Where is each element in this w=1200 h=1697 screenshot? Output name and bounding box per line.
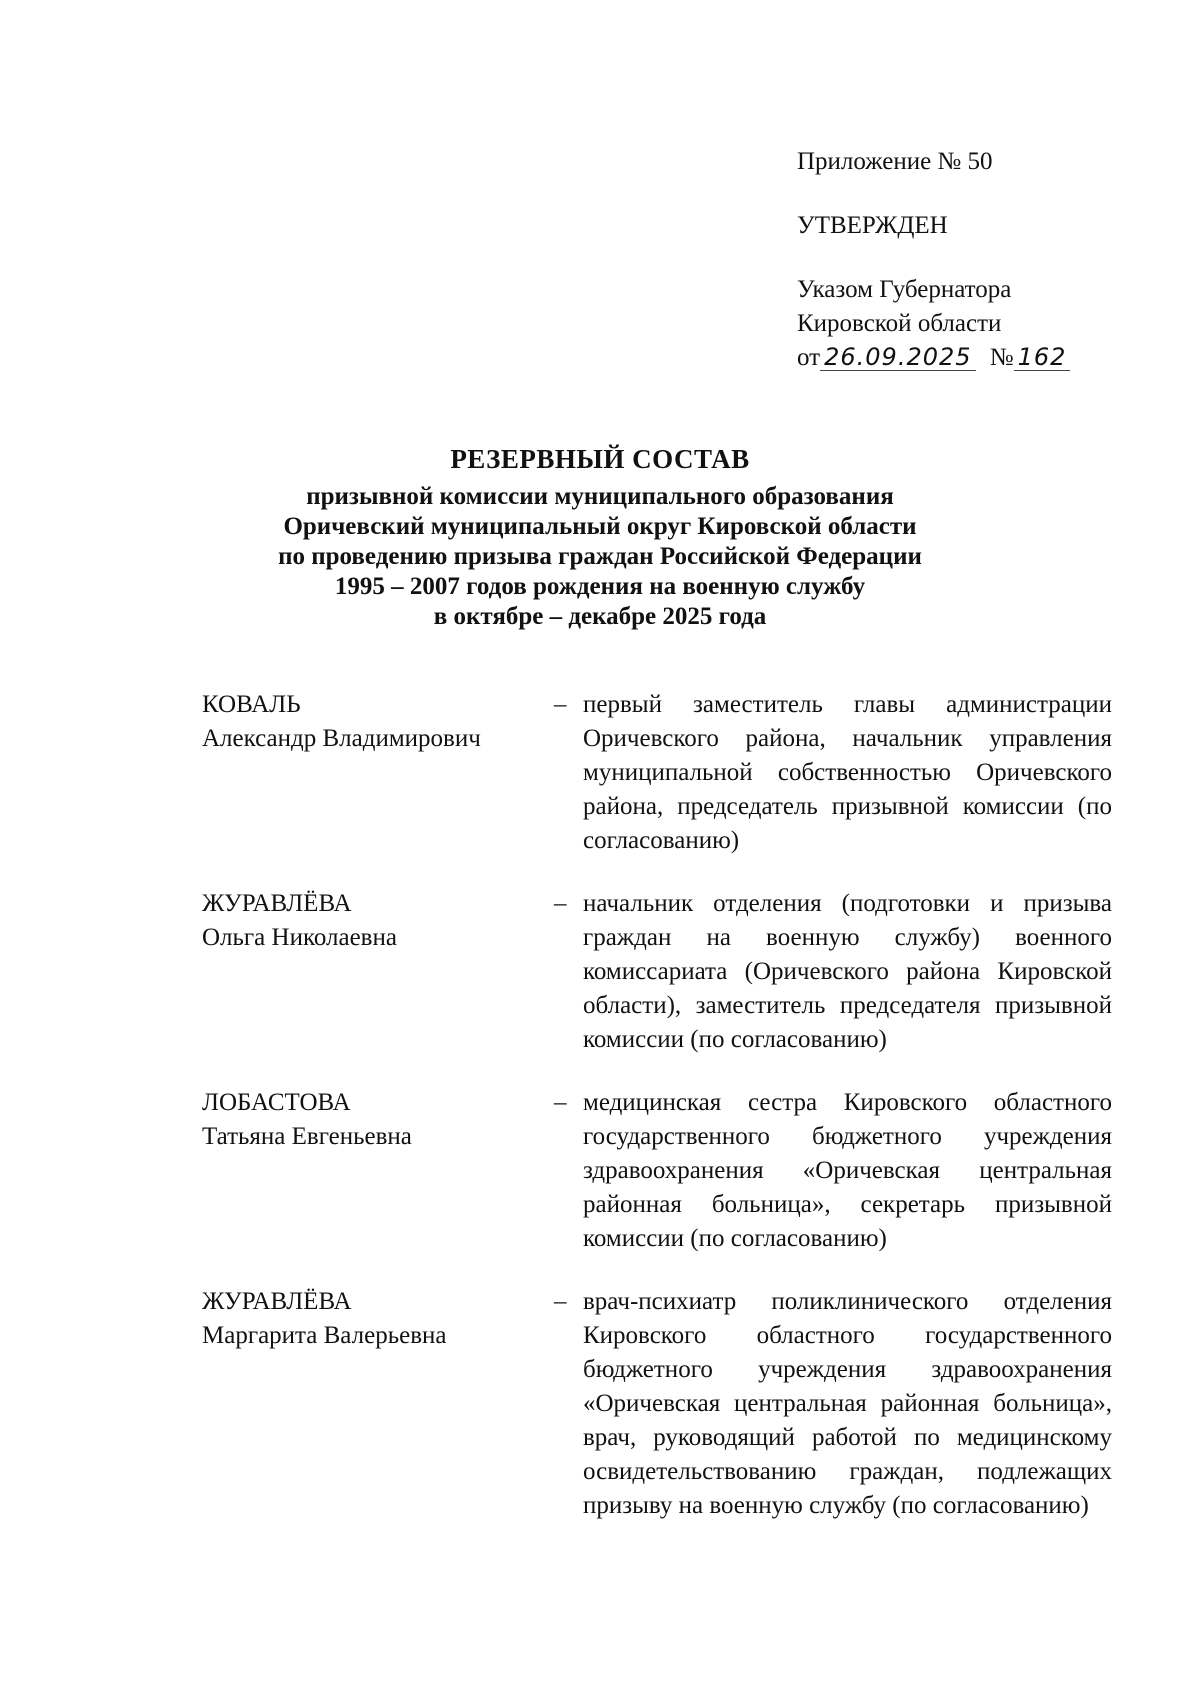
decree-line-1: Указом Губернатора — [797, 276, 1012, 303]
title-line-1: призывной комиссии муниципального образования — [306, 483, 894, 510]
handwritten-number: 162 — [1014, 344, 1071, 371]
title-main: РЕЗЕРВНЫЙ СОСТАВ — [450, 444, 750, 474]
document-title — [0, 444, 1200, 632]
dash-separator: – — [554, 1288, 567, 1315]
date-prefix: от — [797, 344, 821, 371]
decree-line-2: Кировской области — [797, 310, 1002, 337]
member-position: врач-психиатр поликлинического отделения Кировского областного государственного бюджетного учреждения здравоохранения «Оричевская центральная районная больница», врач, руководящий работой по медицинскому освидетельствованию граждан, подлежащих призыву на военную службу (по согласованию) — [583, 1288, 1112, 1519]
member-given-name: Татьяна Евгеньевна — [202, 1123, 412, 1150]
decree-date-line — [797, 341, 1070, 375]
annex-number: Приложение № 50 — [797, 148, 993, 175]
members-list — [202, 688, 1112, 1523]
title-line-3: по проведению призыва граждан Российской Федерации — [278, 543, 922, 570]
member-entry — [202, 1285, 1112, 1523]
member-position: первый заместитель главы администрации Оричевского района, начальник управления муниципальной собственностью Оричевского района, председатель призывной комиссии (по согласованию) — [583, 691, 1112, 854]
member-given-name: Ольга Николаевна — [202, 924, 397, 951]
title-line-2: Оричевский муниципальный округ Кировской области — [283, 513, 917, 540]
dash-separator: – — [554, 691, 567, 718]
member-surname: ЖУРАВЛЁВА — [202, 890, 352, 917]
member-name — [202, 1285, 554, 1523]
handwritten-date: 26.09.2025 — [820, 344, 975, 371]
member-entry — [202, 1086, 1112, 1256]
approved-label: УТВЕРЖДЕН — [797, 212, 948, 239]
member-surname: КОВАЛЬ — [202, 691, 301, 718]
member-given-name: Александр Владимирович — [202, 725, 481, 752]
member-name — [202, 688, 554, 858]
member-given-name: Маргарита Валерьевна — [202, 1322, 447, 1349]
dash-separator: – — [554, 1089, 567, 1116]
member-name — [202, 887, 554, 1057]
number-prefix: № — [989, 344, 1014, 371]
approval-block — [797, 145, 1070, 375]
member-position: медицинская сестра Кировского областного государственного бюджетного учреждения здравоохранения «Оричевская центральная районная больница», секретарь призывной комиссии (по согласованию) — [583, 1089, 1112, 1252]
member-entry — [202, 887, 1112, 1057]
title-line-4: 1995 – 2007 годов рождения на военную службу — [334, 573, 866, 600]
member-entry — [202, 688, 1112, 858]
member-surname: ЛОБАСТОВА — [202, 1089, 351, 1116]
member-name — [202, 1086, 554, 1256]
title-line-5: в октябре – декабре 2025 года — [433, 603, 767, 630]
member-position: начальник отделения (подготовки и призыва граждан на военную службу) военного комиссариата (Оричевского района Кировской области), заместитель председателя призывной комиссии (по согласованию) — [583, 890, 1112, 1053]
dash-separator: – — [554, 890, 567, 917]
member-surname: ЖУРАВЛЁВА — [202, 1288, 352, 1315]
